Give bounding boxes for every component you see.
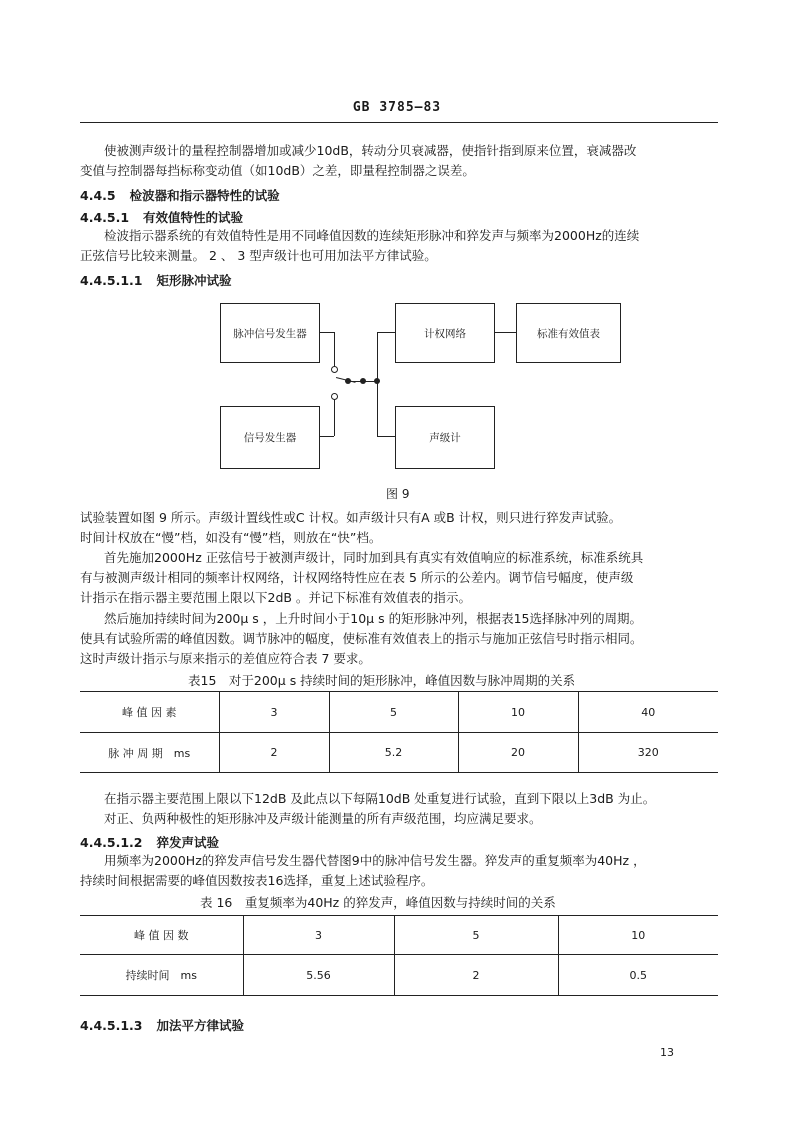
table-cell: 10 — [458, 692, 578, 733]
section-heading-4-4-5 — [80, 186, 280, 204]
section-heading-4-4-5-1-1 — [80, 271, 232, 289]
paragraph-line: 首先施加2000Hz 正弦信号于被测声级计，同时加到具有真实有效值响应的标准系统，标准系统具 — [104, 550, 644, 565]
table-16-caption: 表 16 重复频率为40Hz 的猝发声，峰值因数与持续时间的关系 — [200, 895, 556, 910]
section-number: 4.4.5.1.1 — [80, 273, 143, 288]
table-row-label: 峰 值 因 数 — [80, 916, 243, 955]
paragraph-line: 试验装置如图 9 所示。声级计置线性或C 计权。如声级计只有A 或B 计权，则只进行猝发声试验。 — [80, 510, 622, 525]
table-16 — [80, 915, 718, 996]
table-cell: 3 — [243, 916, 394, 955]
connector-line — [495, 332, 516, 333]
junction-dot — [374, 378, 380, 384]
connector-line — [334, 332, 335, 367]
paragraph-line: 使被测声级计的量程控制器增加或减少10dB，转动分贝衰减器，使指针指到原来位置，衰减器改 — [104, 143, 637, 158]
table-cell: 5.56 — [243, 955, 394, 996]
paragraph-line: 检波指示器系统的有效值特性是用不同峰值因数的连续矩形脉冲和猝发声与频率为2000Hz的连续 — [104, 228, 640, 243]
table-cell: 2 — [394, 955, 558, 996]
page-number: 13 — [660, 1046, 674, 1059]
section-title: 矩形脉冲试验 — [156, 273, 232, 288]
junction-dot — [360, 378, 366, 384]
header-rule — [80, 122, 718, 123]
table-cell: 3 — [219, 692, 329, 733]
connector-line — [334, 398, 335, 436]
table-row-label: 持续时间 ms — [80, 955, 243, 996]
switch-contact-bottom — [331, 393, 338, 400]
table-cell: 5 — [394, 916, 558, 955]
table-cell: 40 — [641, 705, 656, 719]
paragraph-line: 然后施加持续时间为200μ s ，上升时间小于10μ s 的矩形脉冲列，根据表15选择脉冲列的周期。 — [104, 611, 642, 626]
paragraph-line: 计指示在指示器主要范围上限以下2dB 。并记下标准有效值表的指示。 — [80, 590, 471, 605]
table-cell: 320 — [637, 746, 659, 759]
paragraph-line: 时间计权放在“慢”档，如没有“慢”档，则放在“快”档。 — [80, 530, 382, 545]
table-row-label: 峰 值 因 素 — [80, 692, 219, 733]
section-number: 4.4.5.1.3 — [80, 1018, 143, 1033]
paragraph-line: 有与被测声级计相同的频率计权网络，计权网络特性应在表 5 所示的公差内。调节信号幅度，使声级 — [80, 570, 634, 585]
section-heading-4-4-5-1-2 — [80, 833, 219, 851]
paragraph-line: 用频率为2000Hz的猝发声信号发生器代替图9中的脉冲信号发生器。猝发声的重复频率为40Hz ， — [104, 853, 646, 868]
section-number: 4.4.5.1 — [80, 210, 130, 225]
table-cell: 0.5 — [629, 968, 647, 982]
table-cell: 20 — [458, 733, 578, 773]
table-row — [80, 733, 718, 773]
connector-line — [377, 436, 395, 437]
paragraph-line: 变值与控制器每挡标称变动值（如10dB）之差，即量程控制器之误差。 — [80, 163, 475, 178]
paragraph-line: 持续时间根据需要的峰值因数按表16选择，重复上述试验程序。 — [80, 873, 434, 888]
table-15-caption: 表15 对于200μ s 持续时间的矩形脉冲，峰值因数与脉冲周期的关系 — [188, 673, 576, 688]
sound-level-meter-box: 声级计 — [395, 406, 495, 469]
paragraph-line: 对正、负两种极性的矩形脉冲及声级计能测量的所有声级范围，均应满足要求。 — [104, 811, 542, 826]
table-15 — [80, 691, 718, 773]
table-row — [80, 916, 718, 955]
weighting-network-box: 计权网络 — [395, 303, 495, 363]
paragraph-line: 正弦信号比较来测量。 2 、 3 型声级计也可用加法平方律试验。 — [80, 248, 437, 263]
table-cell: 10 — [631, 928, 646, 942]
section-title: 猝发声试验 — [156, 835, 219, 850]
section-title: 检波器和指示器特性的试验 — [129, 188, 280, 203]
section-title: 有效值特性的试验 — [143, 210, 244, 225]
connector-line — [377, 332, 395, 333]
connector-line — [320, 332, 334, 333]
table-row — [80, 955, 718, 996]
figure-caption: 图 9 — [386, 487, 410, 501]
paragraph-line: 这时声级计指示与原来指示的差值应符合表 7 要求。 — [80, 651, 371, 666]
signal-generator-box: 信号发生器 — [220, 406, 320, 469]
document-header: GB 3785—83 — [352, 100, 442, 115]
standard-rms-meter-box: 标准有效值表 — [516, 303, 621, 363]
table-cell: 2 — [219, 733, 329, 773]
section-heading-4-4-5-1 — [80, 208, 243, 226]
table-row-label: 脉 冲 周 期 ms — [80, 733, 219, 773]
connector-line — [320, 436, 334, 437]
section-heading-4-4-5-1-3 — [80, 1016, 244, 1034]
section-number: 4.4.5 — [80, 188, 116, 203]
paragraph-line: 在指示器主要范围上限以下12dB 及此点以下每隔10dB 处重复进行试验，直到下限以上3dB 为止。 — [104, 791, 656, 806]
table-row — [80, 692, 718, 733]
section-title: 加法平方律试验 — [156, 1018, 244, 1033]
connector-line — [377, 332, 378, 436]
table-cell: 5.2 — [329, 733, 458, 773]
switch-contact-top — [331, 366, 338, 373]
pulse-generator-box: 脉冲信号发生器 — [220, 303, 320, 363]
switch-pivot-dot — [345, 378, 351, 384]
section-number: 4.4.5.1.2 — [80, 835, 143, 850]
paragraph-line: 使具有试验所需的峰值因数。调节脉冲的幅度，使标准有效值表上的指示与施加正弦信号时指示相同。 — [80, 631, 643, 646]
table-cell: 5 — [329, 692, 458, 733]
